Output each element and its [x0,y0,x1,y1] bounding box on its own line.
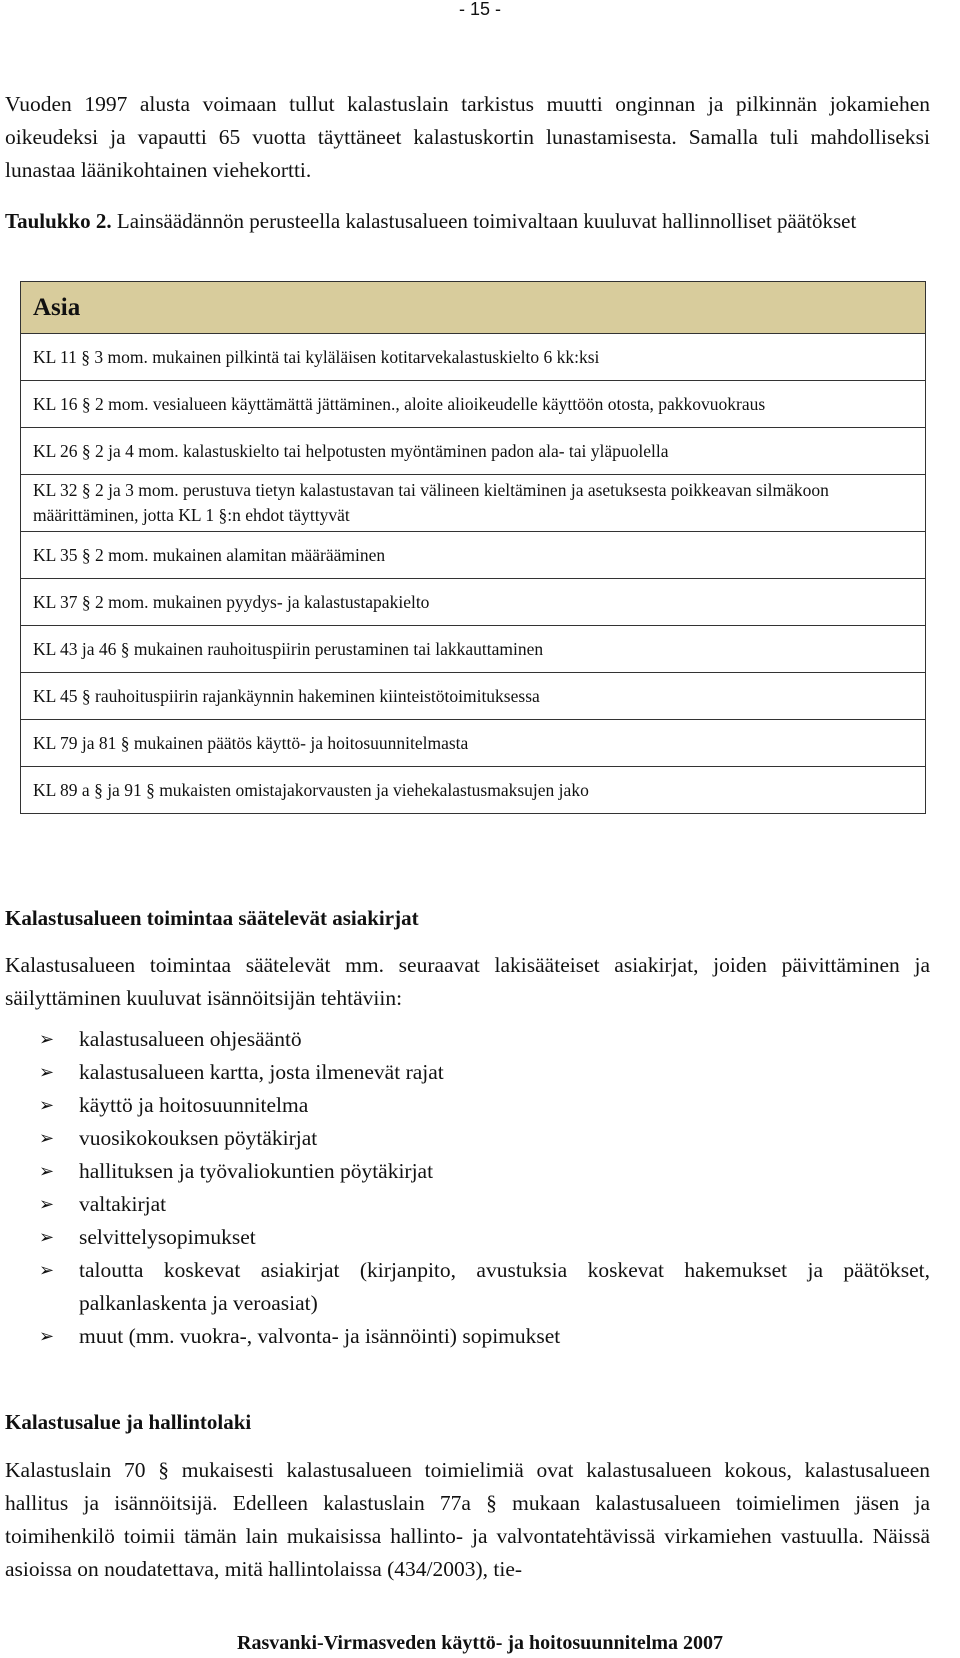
table-row: KL 89 a § ja 91 § mukaisten omistajakorvausten ja viehekalastusmaksujen jako [21,767,926,814]
arrow-bullet-icon: ➢ [39,1227,55,1248]
list-item [5,1188,930,1221]
arrow-bullet-icon: ➢ [39,1128,55,1149]
list-item-text: kalastusalueen ohjesääntö [79,1027,302,1051]
list-item-text: valtakirjat [79,1192,167,1216]
table-row: KL 32 § 2 ja 3 mom. perustuva tietyn kalastustavan tai välineen kieltäminen ja asetuksesta poikkeavan silmäkoon määrittäminen, jotta KL 1 §:n ehdot täyttyvät [21,475,926,532]
list-item [5,1254,930,1320]
list-item-text: muut (mm. vuokra-, valvonta- ja isännöinti) sopimukset [79,1324,561,1348]
table-row: KL 43 ja 46 § mukainen rauhoituspiirin perustaminen tai lakkauttaminen [21,626,926,673]
list-item-text: hallituksen ja työvaliokuntien pöytäkirjat [79,1159,434,1183]
table-caption-label: Taulukko 2. [5,209,112,233]
list-item [5,1089,930,1122]
decisions-table [20,281,926,814]
list-item-text: selvittelysopimukset [79,1225,256,1249]
page-number: - 15 - [458,0,501,19]
arrow-bullet-icon: ➢ [39,1029,55,1050]
arrow-bullet-icon: ➢ [39,1194,55,1215]
section-paragraph-hallintolaki: Kalastuslain 70 § mukaisesti kalastusalueen toimielimiä ovat kalastusalueen kokous, kalastusalueen hallitus ja isännöitsijä. Edelleen kalastuslain 77a § mukaan kalastusalueen toimielimen jäsen ja toimihenkilö toimii tämän lain mukaisissa hallinto- ja valvontatehtävissä virkamiehen vastuulla. Näissä asioissa on noudatettava, mitä hallintolaissa (434/2003), tie- [5,1458,930,1581]
table-row: KL 79 ja 81 § mukainen päätös käyttö- ja hoitosuunnitelmasta [21,720,926,767]
list-item [5,1122,930,1155]
arrow-bullet-icon: ➢ [39,1161,55,1182]
table-row: KL 16 § 2 mom. vesialueen käyttämättä jättäminen., aloite alioikeudelle käyttöön otosta, pakkovuokraus [21,381,926,428]
section-heading-asiakirjat: Kalastusalueen toimintaa säätelevät asiakirjat [5,906,419,930]
page-footer: Rasvanki-Virmasveden käyttö- ja hoitosuunnitelma 2007 [237,1632,723,1654]
list-item-text: kalastusalueen kartta, josta ilmenevät rajat [79,1060,444,1084]
arrow-bullet-icon: ➢ [39,1062,55,1083]
table-caption-text: Lainsäädännön perusteella kalastusalueen toimivaltaan kuuluvat hallinnolliset päätökset [111,209,857,233]
arrow-bullet-icon: ➢ [39,1326,55,1347]
list-item-text: taloutta koskevat asiakirjat (kirjanpito, avustuksia koskevat hakemukset ja päätökset, palkanlaskenta ja veroasiat) [79,1258,930,1315]
document-list [5,1023,930,1353]
list-item-text: käyttö ja hoitosuunnitelma [79,1093,309,1117]
arrow-bullet-icon: ➢ [39,1260,55,1281]
list-item [5,1320,930,1353]
table-row: KL 11 § 3 mom. mukainen pilkintä tai kyläläisen kotitarvekalastuskielto 6 kk:ksi [21,334,926,381]
list-item [5,1221,930,1254]
list-item [5,1023,930,1056]
table-header-asia: Asia [21,282,926,334]
section-paragraph-asiakirjat: Kalastusalueen toimintaa säätelevät mm. seuraavat lakisääteiset asiakirjat, joiden päivittäminen ja säilyttäminen kuuluvat isännöitsijän tehtäviin: [5,953,930,1010]
arrow-bullet-icon: ➢ [39,1095,55,1116]
table-row: KL 45 § rauhoituspiirin rajankäynnin hakeminen kiinteistötoimituksessa [21,673,926,720]
table-caption [5,205,925,237]
list-item [5,1155,930,1188]
intro-paragraph: Vuoden 1997 alusta voimaan tullut kalastuslain tarkistus muutti onginnan ja pilkinnän jokamiehen oikeudeksi ja vapautti 65 vuotta täyttäneet kalastuskortin lunastamisesta. Samalla tuli mahdolliseksi lunastaa läänikohtainen viehekortti. [5,92,930,182]
list-item [5,1056,930,1089]
table-row: KL 37 § 2 mom. mukainen pyydys- ja kalastustapakielto [21,579,926,626]
table-row: KL 35 § 2 mom. mukainen alamitan määrääminen [21,532,926,579]
table-row: KL 26 § 2 ja 4 mom. kalastuskielto tai helpotusten myöntäminen padon ala- tai yläpuolella [21,428,926,475]
list-item-text: vuosikokouksen pöytäkirjat [79,1126,318,1150]
section-heading-hallintolaki: Kalastusalue ja hallintolaki [5,1410,252,1434]
